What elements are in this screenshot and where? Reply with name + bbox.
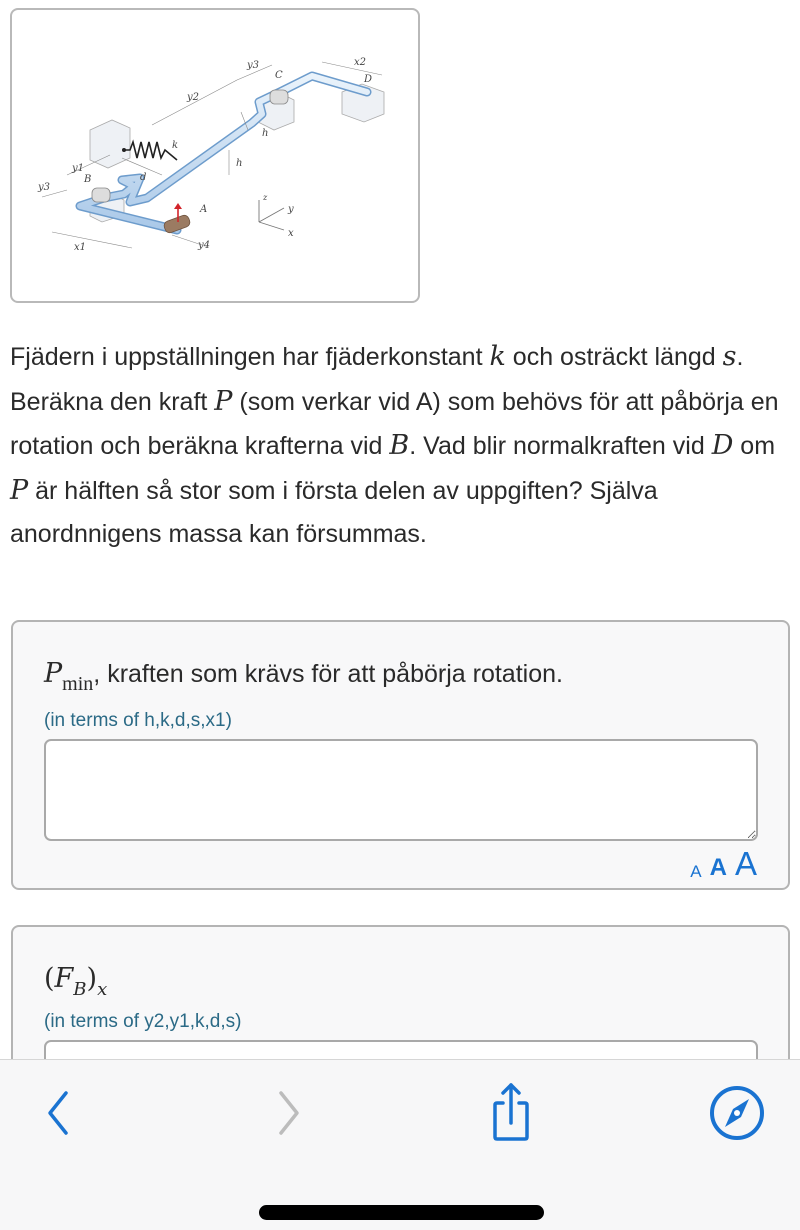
math-symbol: P (10, 474, 29, 506)
label-h-lower: h (236, 158, 243, 169)
back-button[interactable] (23, 1078, 93, 1148)
label-y2: y2 (187, 92, 200, 103)
axis-label-y: y (288, 204, 294, 215)
math-symbol: D (711, 430, 734, 461)
home-indicator[interactable] (259, 1205, 544, 1220)
answer-input-pmin[interactable] (44, 739, 758, 841)
font-size-medium-button[interactable]: A (709, 854, 727, 881)
share-icon (486, 1081, 536, 1145)
forward-button[interactable] (254, 1078, 324, 1148)
problem-text-segment: Fjädern i uppställningen har fjäderkonstant (10, 343, 490, 371)
problem-text-segment: är hälften så stor som i första delen av uppgiften? Själva anordnnigens massa kan försummas. (10, 476, 658, 548)
close-paren: ) (86, 963, 98, 994)
label-a: A (200, 204, 208, 215)
forward-icon (269, 1088, 309, 1138)
label-b: B (84, 174, 92, 185)
figure-frame (10, 8, 420, 303)
variables-hint: (in terms of y2,y1,k,d,s) (44, 1011, 242, 1032)
spring (124, 142, 177, 160)
problem-text-segment: . Beräkna den kraft (10, 343, 744, 416)
font-size-controls (690, 847, 757, 880)
question-title (44, 658, 563, 696)
math-symbol-f: F (54, 963, 74, 994)
label-k: k (172, 140, 179, 151)
bearing-b (92, 188, 110, 202)
problem-text-segment: . Vad blir normalkraften vid (409, 432, 712, 460)
label-d-point: D (364, 74, 373, 85)
problem-text-segment: (som verkar vid A) som behövs för att påbörja en rotation och beräkna krafterna vid (10, 387, 779, 460)
label-x2: x2 (354, 57, 367, 68)
label-y4: y4 (198, 240, 211, 251)
variables-hint: (in terms of h,k,d,s,x1) (44, 710, 232, 731)
back-icon (38, 1088, 78, 1138)
label-d: d (140, 172, 147, 183)
math-symbol-p: P (44, 658, 63, 689)
label-y1: y1 (72, 163, 85, 174)
bearing-c (270, 90, 288, 104)
math-symbol: k (489, 341, 506, 372)
label-h-upper: h (262, 128, 269, 139)
subscript-min: min (62, 673, 94, 695)
font-size-large-button[interactable]: A (734, 845, 757, 882)
axis-label-x: x (288, 228, 294, 239)
mechanism-diagram (12, 10, 418, 301)
share-button[interactable] (476, 1078, 546, 1148)
font-size-small-button[interactable]: A (690, 862, 702, 881)
axis-label-z: z (263, 193, 268, 202)
label-y3-left: y3 (38, 182, 51, 193)
browser-toolbar (0, 1059, 800, 1230)
math-symbol: s (722, 341, 737, 372)
question-title (44, 963, 107, 1000)
compass-icon (707, 1083, 767, 1143)
subscript-b: B (73, 979, 87, 1000)
problem-text-segment: om (733, 432, 776, 460)
question-card-pmin (11, 620, 790, 890)
problem-statement (10, 335, 795, 557)
question-text: , kraften som krävs för att påbörja rotation. (93, 660, 563, 688)
safari-button[interactable] (702, 1078, 772, 1148)
problem-text-segment: och osträckt längd (505, 343, 723, 371)
label-c: C (275, 70, 283, 81)
math-symbol: B (389, 430, 410, 461)
label-x1: x1 (74, 242, 87, 253)
subscript-x: x (97, 979, 108, 1000)
label-y3-top: y3 (247, 60, 260, 71)
open-paren: ( (44, 963, 55, 994)
math-symbol: P (214, 385, 233, 417)
coordinate-axes (259, 200, 284, 230)
